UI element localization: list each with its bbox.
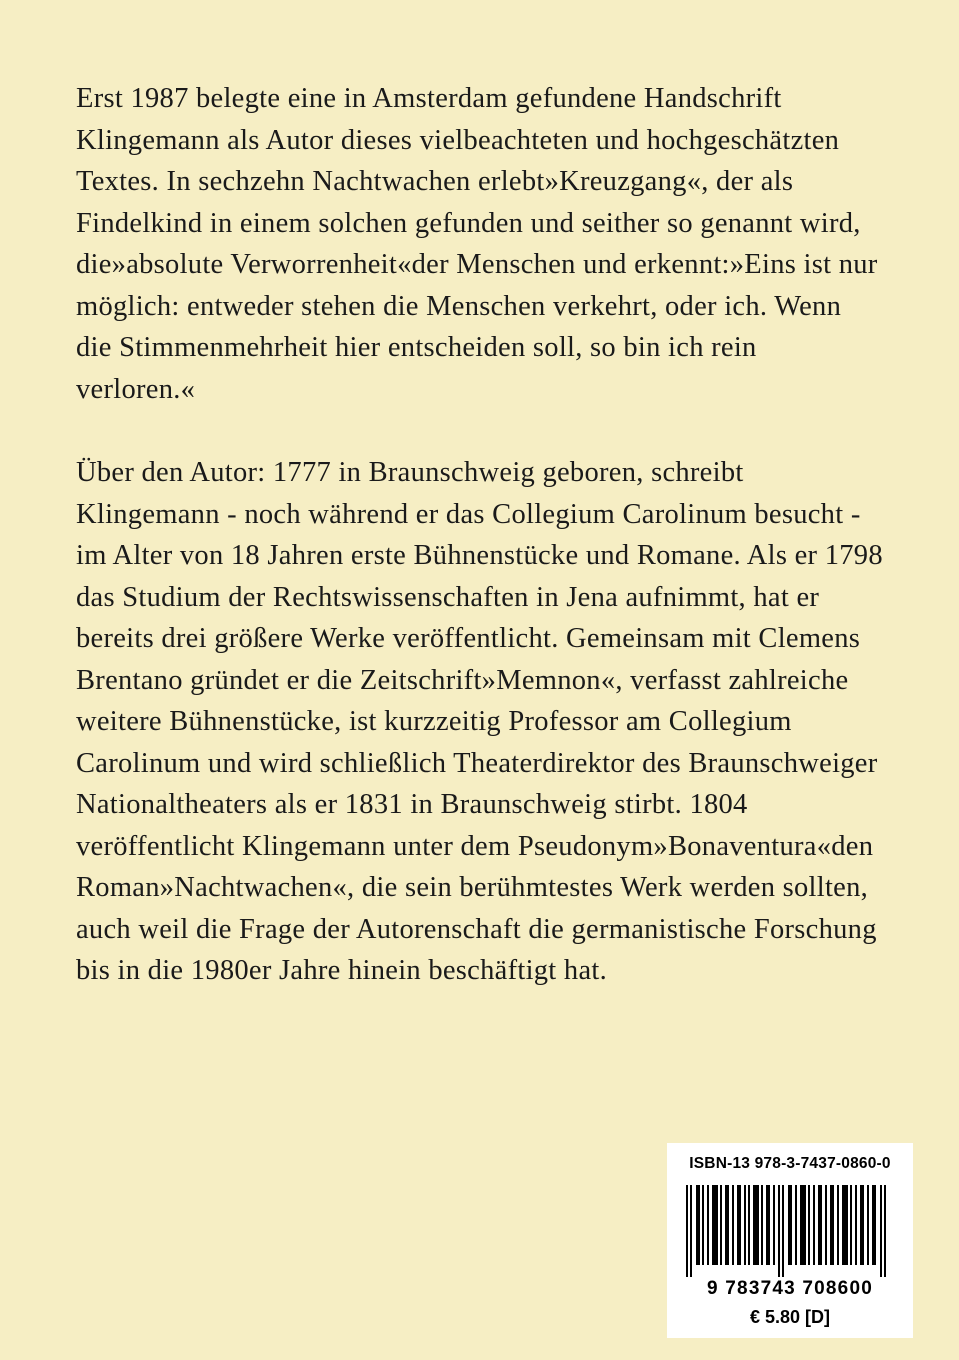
barcode-digits-group-2: 708600 [802,1278,873,1299]
blurb-paragraph-2: Über den Autor: 1777 in Braunschweig geboren, schreibt Klingemann - noch während er das Collegium Carolinum besucht - im Alter von 18 Jahren erste Bühnenstücke und Romane. Als er 1798 das Studium der Rechtswissenschaften in Jena aufnimmt, hat er bereits drei größere Werke veröffentlicht. Gemeinsam mit Clemens Brentano gründet er die Zeitschrift»Memnon«, verfasst zahlreiche weitere Bühnenstücke, ist kurzzeitig Professor am Collegium Carolinum und wird schließlich Theaterdirektor des Braunschweiger Nationaltheaters als er 1831 in Braunschweig stirbt. 1804 veröffentlicht Klingemann unter dem Pseudonym»Bonaventura«den Roman»Nachtwachen«, die sein berühmtestes Werk werden sollten, auch weil die Frage der Autorenschaft die germanistische Forschung bis in die 1980er Jahre hinein beschäftigt hat. [76,457,883,986]
blurb-paragraph-1: Erst 1987 belegte eine in Amsterdam gefundene Handschrift Klingemann als Autor dieses vielbeachteten und hochgeschätzten Textes. In sechzehn Nachtwachen erlebt»Kreuzgang«, der als Findelkind in einem solchen gefunden und seither so genannt wird, die»absolute Verworrenheit«der Menschen und erkennt:»Eins ist nur möglich: entweder stehen die Menschen verkehrt, oder ich. Wenn die Stimmenmehrheit hier entscheiden soll, so bin ich rein verloren.« [76,83,878,405]
price-label: € 5.80 [D] [749,1307,831,1327]
barcode-digit-leading: 9 [707,1278,719,1299]
barcode-bars-icon [676,1185,904,1277]
barcode-digits [675,1278,905,1300]
barcode-digits-group-1: 783743 [725,1278,796,1299]
barcode-block [667,1143,913,1338]
isbn-label: ISBN-13 978-3-7437-0860-0 [689,1155,891,1172]
